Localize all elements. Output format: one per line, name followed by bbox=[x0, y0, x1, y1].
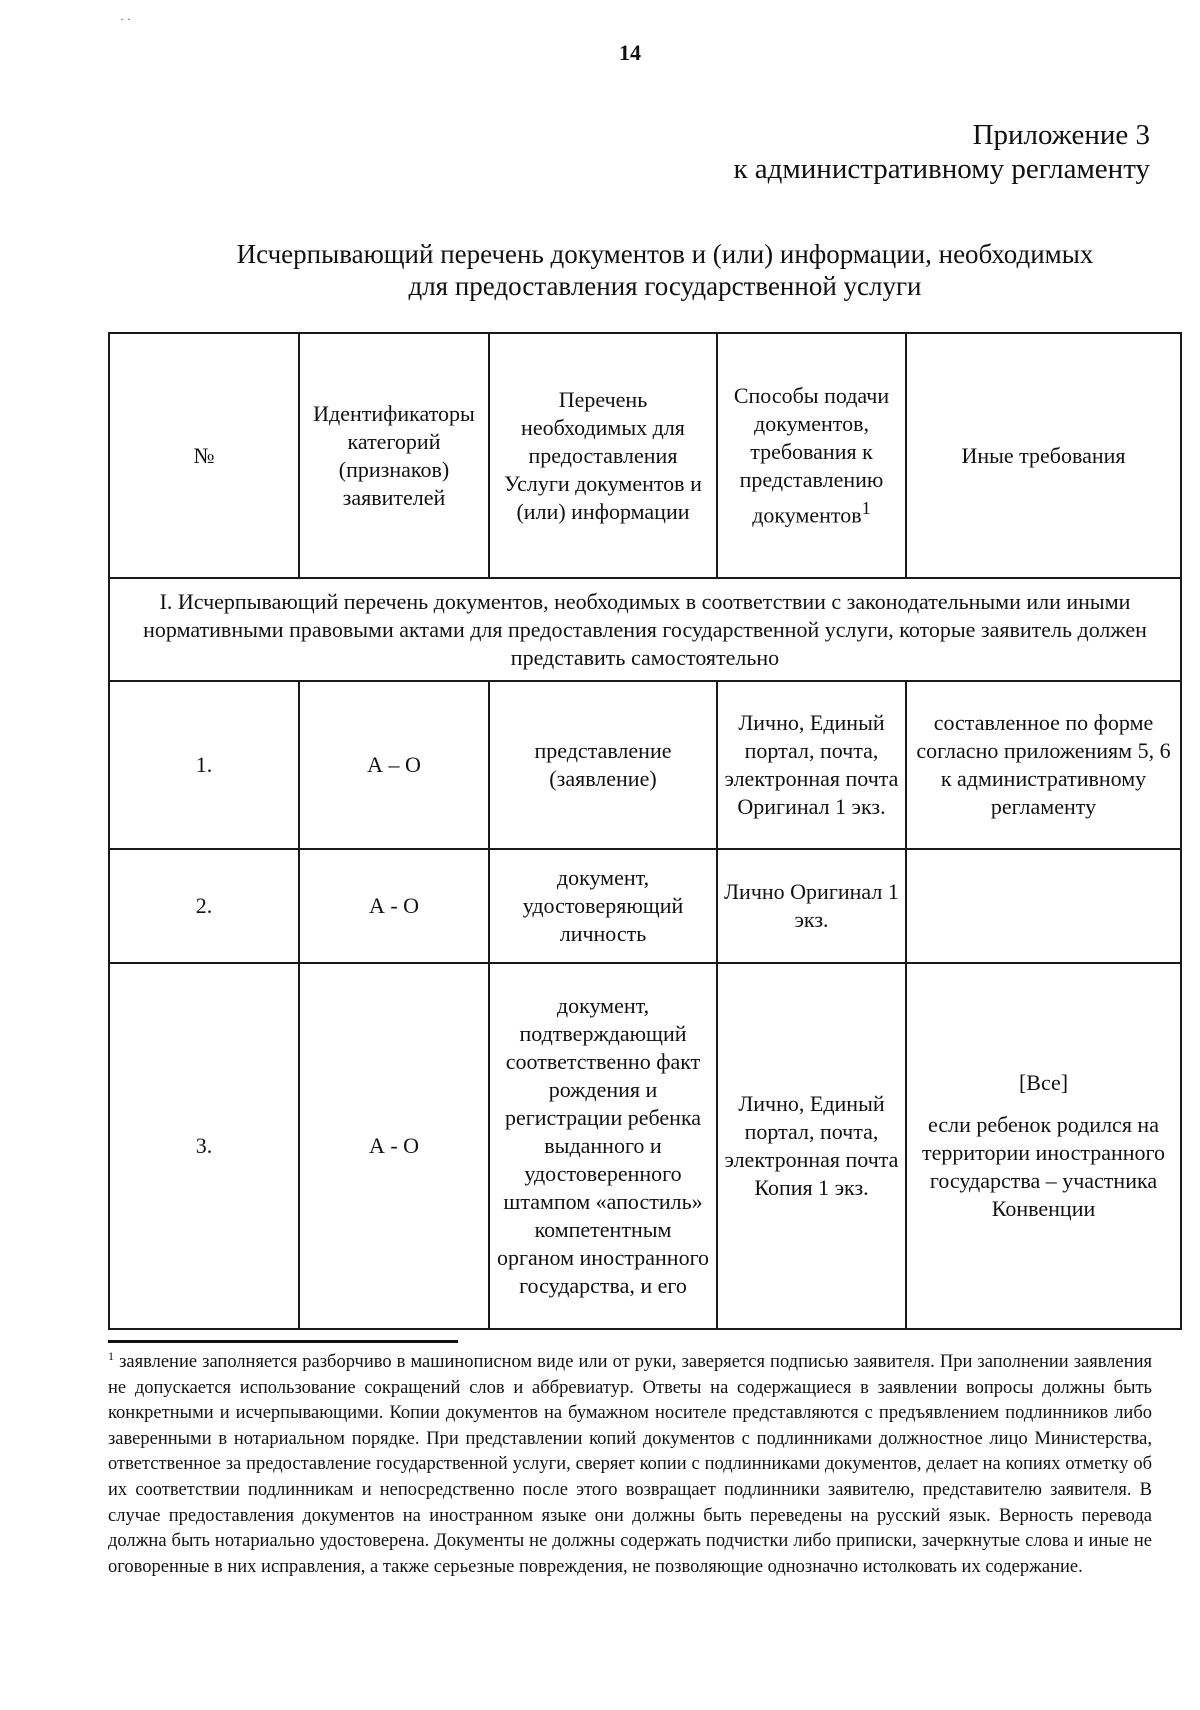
header-submission-methods-text: Способы подачи документов, требования к представлению документов bbox=[733, 382, 890, 528]
appendix-line-1: Приложение 3 bbox=[972, 119, 1150, 151]
appendix-line-2: к административному регламенту bbox=[733, 153, 1150, 185]
document-title-line-1: Исчерпывающий перечень документов и (или) информации, необходимых bbox=[236, 239, 1094, 269]
header-submission-methods bbox=[717, 333, 906, 578]
appendix-heading bbox=[733, 118, 1150, 186]
row-number: 3. bbox=[109, 963, 299, 1329]
row-identifier: А - О bbox=[299, 849, 489, 963]
header-number: № bbox=[109, 333, 299, 578]
row-other bbox=[906, 849, 1181, 963]
document-title bbox=[150, 238, 1180, 302]
documents-table bbox=[108, 332, 1182, 1330]
row-document bbox=[489, 963, 717, 1329]
footnote-mark: 1 bbox=[108, 1348, 114, 1363]
footnote bbox=[108, 1350, 1152, 1580]
table-row bbox=[109, 963, 1181, 1329]
header-other-requirements: Иные требования bbox=[906, 333, 1181, 578]
table-row bbox=[109, 681, 1181, 849]
table-row bbox=[109, 849, 1181, 963]
footnote-separator bbox=[108, 1340, 458, 1343]
row-other bbox=[906, 963, 1181, 1329]
row-document-text: документ, подтверждающий соответственно факт рождения и регистрации ребенка выданного и удостоверенного штампом «апостиль» компетентным органом иностранного государства, и его bbox=[496, 993, 710, 1298]
header-footnote-mark: 1 bbox=[861, 497, 871, 518]
section-heading: I. Исчерпывающий перечень документов, необходимых в соответствии с законодательными или иными нормативными правовыми актами для предоставления государственной услуги, которые заявитель должен представить самостоятельно bbox=[109, 578, 1181, 681]
table-section-row bbox=[109, 578, 1181, 681]
row-methods: Лично, Единый портал, почта, электронная почта Оригинал 1 экз. bbox=[717, 681, 906, 849]
row-other-text: если ребенок родился на территории иностранного государства – участника Конвенции bbox=[921, 1112, 1166, 1221]
page-number: 14 bbox=[619, 40, 641, 65]
row-document: документ, удостоверяющий личность bbox=[489, 849, 717, 963]
document-title-line-2: для предоставления государственной услуги bbox=[408, 271, 922, 301]
table-header-row bbox=[109, 333, 1181, 578]
row-methods: Лично Оригинал 1 экз. bbox=[717, 849, 906, 963]
row-methods: Лично, Единый портал, почта, электронная почта Копия 1 экз. bbox=[717, 963, 906, 1329]
row-number: 1. bbox=[109, 681, 299, 849]
row-identifier: А - О bbox=[299, 963, 489, 1329]
row-document: представление (заявление) bbox=[489, 681, 717, 849]
row-other: составленное по форме согласно приложениям 5, 6 к административному регламенту bbox=[906, 681, 1181, 849]
header-identifiers: Идентификаторы категорий (признаков) заявителей bbox=[299, 333, 489, 578]
row-identifier: А – О bbox=[299, 681, 489, 849]
footnote-text: заявление заполняется разборчиво в машинописном виде или от руки, заверяется подписью заявителя. При заполнении заявления не допускается использование сокращений слов и аббревиатур. Ответы на содержащиеся в заявлении вопросы должны быть конкретными и исчерпывающими. Копии документов на бумажном носителе представляются с предъявлением подлинников либо заверенными в нотариальном порядке. При представлении копий документов с подлинниками должностное лицо Министерства, ответственное за предоставление государственной услуги, сверяет копии с подлинниками документов, делает на копиях отметку об их соответствии подлинникам и непосредственно после этого возвращает подлинники заявителю, представителю заявителя. В случае предоставления документов на иностранном языке они должны быть переведены на русский язык. Верность перевода должна быть нотариально удостоверена. Документы не должны содержать подчистки либо приписки, зачеркнутые слова и иные не оговоренные в них исправления, а также серьезные повреждения, не позволяющие однозначно истолковать их содержание. bbox=[108, 1352, 1153, 1577]
row-other-tag: [Все] bbox=[1018, 1070, 1069, 1095]
scan-specks: · · bbox=[120, 12, 131, 26]
row-number: 2. bbox=[109, 849, 299, 963]
header-document-list: Перечень необходимых для предоставления Услуги документов и (или) информации bbox=[489, 333, 717, 578]
